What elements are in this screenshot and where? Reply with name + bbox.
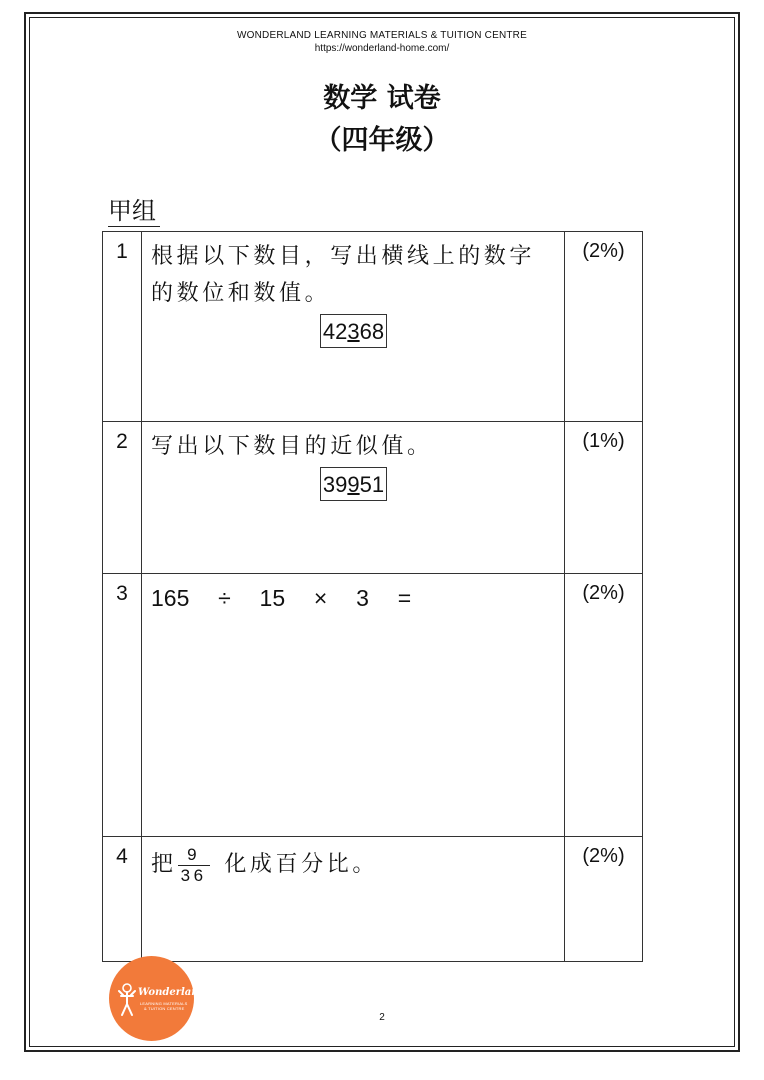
logo-tagline: LEARNING MATERIALS — [140, 1001, 188, 1006]
question-marks: (2%) — [565, 837, 643, 962]
paper-title: 数学 试卷 — [323, 83, 441, 114]
question-suffix: 化成百分比。 — [224, 852, 378, 877]
number-box — [320, 467, 387, 501]
question-body — [142, 422, 565, 574]
question-row-1 — [103, 232, 643, 422]
section-label: 甲组 — [108, 196, 160, 227]
logo-tagline: & TUITION CENTRE — [144, 1006, 185, 1011]
question-text: 写出以下数目的近似值。 — [151, 434, 433, 459]
question-marks: (2%) — [565, 232, 643, 422]
number-box — [320, 314, 387, 348]
centre-name: WONDERLAND LEARNING MATERIALS & TUITION CENTRE — [237, 30, 527, 41]
question-number: 1 — [103, 232, 142, 422]
centre-url: https://wonderland-home.com/ — [314, 43, 450, 54]
question-number: 3 — [103, 574, 142, 837]
arithmetic-expression: 165 ÷ 15 × 3 = — [151, 585, 412, 611]
fraction-denominator: 36 — [180, 865, 207, 885]
fraction-numerator: 9 — [178, 845, 210, 866]
question-number: 2 — [103, 422, 142, 574]
question-body — [142, 232, 565, 422]
question-body — [142, 837, 565, 962]
underlined-digit: 9 — [347, 472, 360, 497]
page-number: 2 — [379, 1012, 385, 1023]
question-row-2 — [103, 422, 643, 574]
question-text: 根据以下数目，写出横线上的数字的数位和数值。 — [151, 244, 536, 306]
number-part: 51 — [359, 472, 385, 497]
question-marks: (2%) — [565, 574, 643, 837]
number-part: 42 — [322, 319, 348, 344]
question-table — [102, 231, 643, 962]
number-part: 68 — [359, 319, 385, 344]
question-text — [151, 843, 556, 887]
question-row-3 — [103, 574, 643, 837]
wonderland-logo — [109, 956, 206, 1041]
question-body — [142, 574, 565, 837]
underlined-digit: 3 — [347, 319, 360, 344]
question-prefix: 把 — [151, 852, 177, 877]
paper-grade: （四年级） — [314, 125, 450, 156]
number-part: 39 — [322, 472, 348, 497]
question-row-4 — [103, 837, 643, 962]
fraction — [178, 845, 210, 886]
logo-name: Wonderland — [138, 987, 206, 998]
question-number: 4 — [103, 837, 142, 962]
question-marks: (1%) — [565, 422, 643, 574]
